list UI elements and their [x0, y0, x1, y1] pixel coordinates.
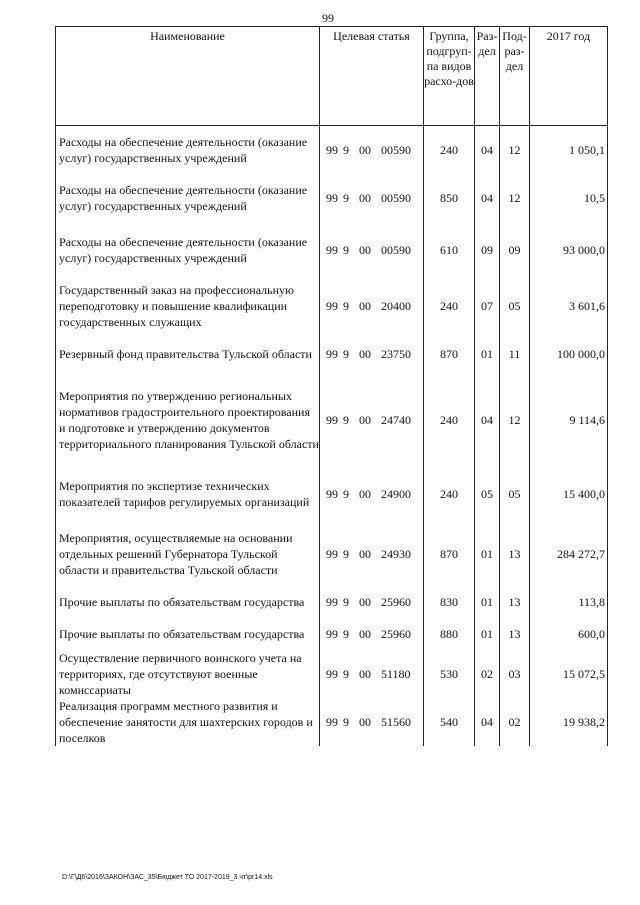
row-group: 240 [424, 126, 475, 174]
code-direction: 00590 [381, 142, 411, 157]
row-group: 240 [424, 466, 475, 522]
row-amount: 113,8 [530, 586, 608, 618]
code-event: 00 [359, 242, 371, 257]
code-direction: 00590 [381, 190, 411, 205]
code-program: 99 [326, 594, 338, 609]
code-subprogram: 9 [343, 714, 349, 729]
row-amount: 600,0 [530, 618, 608, 650]
table-row [56, 618, 608, 650]
table-row [56, 374, 608, 466]
row-name: Государственный заказ на профессиональную переподготовку и повышение квалификации государственных служащих [56, 278, 320, 334]
row-name: Мероприятия по утверждению региональных нормативов градостроительного проектирования и подготовке и утверждению документов территориального планирования Тульской области [56, 374, 320, 466]
table-row [56, 222, 608, 278]
code-subprogram: 9 [343, 626, 349, 641]
row-section: 02 [475, 650, 500, 698]
row-target-code [320, 586, 424, 618]
row-name: Прочие выплаты по обязательствам государства [56, 586, 320, 618]
table-row [56, 522, 608, 586]
row-group: 880 [424, 618, 475, 650]
row-name: Осуществление первичного воинского учета на территориях, где отсутствуют военные комиссариаты [56, 650, 320, 698]
row-amount: 100 000,0 [530, 334, 608, 374]
code-event: 00 [359, 666, 371, 681]
row-target-code [320, 278, 424, 334]
code-program: 99 [326, 298, 338, 313]
code-subprogram: 9 [343, 142, 349, 157]
code-subprogram: 9 [343, 666, 349, 681]
code-direction: 20400 [381, 298, 411, 313]
code-subprogram: 9 [343, 346, 349, 361]
code-subprogram: 9 [343, 546, 349, 561]
table-row [56, 278, 608, 334]
row-subsection: 11 [500, 334, 530, 374]
row-name: Прочие выплаты по обязательствам государства [56, 618, 320, 650]
row-amount: 9 114,6 [530, 374, 608, 466]
row-subsection: 05 [500, 466, 530, 522]
row-section: 07 [475, 278, 500, 334]
row-target-code [320, 374, 424, 466]
row-subsection: 02 [500, 698, 530, 746]
row-name: Расходы на обеспечение деятельности (оказание услуг) государственных учреждений [56, 126, 320, 174]
code-event: 00 [359, 714, 371, 729]
row-group: 610 [424, 222, 475, 278]
code-direction: 51180 [381, 666, 411, 681]
row-section: 04 [475, 698, 500, 746]
header-target-article: Целевая статья [320, 27, 424, 126]
row-subsection: 12 [500, 174, 530, 222]
row-target-code [320, 650, 424, 698]
code-program: 99 [326, 714, 338, 729]
code-direction: 24900 [381, 486, 411, 501]
row-name: Расходы на обеспечение деятельности (оказание услуг) государственных учреждений [56, 174, 320, 222]
row-group: 870 [424, 334, 475, 374]
row-subsection: 09 [500, 222, 530, 278]
code-subprogram: 9 [343, 412, 349, 427]
row-group: 530 [424, 650, 475, 698]
row-subsection: 03 [500, 650, 530, 698]
code-program: 99 [326, 666, 338, 681]
code-program: 99 [326, 190, 338, 205]
code-event: 00 [359, 546, 371, 561]
row-subsection: 05 [500, 278, 530, 334]
header-section: Раз-дел [475, 27, 500, 126]
row-target-code [320, 698, 424, 746]
header-expense-group: Группа, подгруп-па видов расхо-дов [424, 27, 475, 126]
table-row [56, 126, 608, 174]
row-group: 850 [424, 174, 475, 222]
row-group: 240 [424, 278, 475, 334]
row-target-code [320, 126, 424, 174]
code-subprogram: 9 [343, 594, 349, 609]
row-target-code [320, 174, 424, 222]
row-group: 540 [424, 698, 475, 746]
row-section: 01 [475, 522, 500, 586]
row-target-code [320, 334, 424, 374]
table-header-row [56, 27, 608, 126]
header-subsection: Под-раз-дел [500, 27, 530, 126]
header-name: Наименование [56, 27, 320, 126]
code-subprogram: 9 [343, 298, 349, 313]
code-event: 00 [359, 346, 371, 361]
row-target-code [320, 222, 424, 278]
file-path-footer: D:\Г\Д6\2016\ЗАКОН\ЗАС_35\Бюджет ТО 2017-2019_3 чт\pr14.xls [62, 874, 273, 881]
row-target-code [320, 618, 424, 650]
row-target-code [320, 466, 424, 522]
code-program: 99 [326, 486, 338, 501]
row-amount: 1 050,1 [530, 126, 608, 174]
row-section: 05 [475, 466, 500, 522]
row-group: 870 [424, 522, 475, 586]
row-name: Резервный фонд правительства Тульской области [56, 334, 320, 374]
code-subprogram: 9 [343, 486, 349, 501]
code-event: 00 [359, 142, 371, 157]
table-row [56, 334, 608, 374]
table-row [56, 650, 608, 698]
code-direction: 25960 [381, 626, 411, 641]
row-section: 04 [475, 126, 500, 174]
code-program: 99 [326, 242, 338, 257]
row-section: 01 [475, 618, 500, 650]
row-section: 01 [475, 586, 500, 618]
code-subprogram: 9 [343, 242, 349, 257]
code-event: 00 [359, 190, 371, 205]
table-row [56, 698, 608, 746]
row-amount: 15 072,5 [530, 650, 608, 698]
code-direction: 00590 [381, 242, 411, 257]
row-section: 09 [475, 222, 500, 278]
row-group: 830 [424, 586, 475, 618]
row-amount: 93 000,0 [530, 222, 608, 278]
row-amount: 19 938,2 [530, 698, 608, 746]
row-section: 01 [475, 334, 500, 374]
budget-table [55, 26, 608, 746]
row-subsection: 13 [500, 618, 530, 650]
code-event: 00 [359, 298, 371, 313]
table-row [56, 466, 608, 522]
row-section: 04 [475, 174, 500, 222]
header-year: 2017 год [530, 27, 608, 126]
code-program: 99 [326, 142, 338, 157]
row-amount: 3 601,6 [530, 278, 608, 334]
row-subsection: 13 [500, 522, 530, 586]
row-name: Реализация программ местного развития и обеспечение занятости для шахтерских городов и поселков [56, 698, 320, 746]
code-subprogram: 9 [343, 190, 349, 205]
row-group: 240 [424, 374, 475, 466]
code-event: 00 [359, 626, 371, 641]
code-program: 99 [326, 412, 338, 427]
row-amount: 10,5 [530, 174, 608, 222]
code-direction: 24740 [381, 412, 411, 427]
code-direction: 51560 [381, 714, 411, 729]
code-program: 99 [326, 346, 338, 361]
code-program: 99 [326, 546, 338, 561]
code-event: 00 [359, 412, 371, 427]
code-event: 00 [359, 594, 371, 609]
row-amount: 284 272,7 [530, 522, 608, 586]
code-direction: 24930 [381, 546, 411, 561]
row-amount: 15 400,0 [530, 466, 608, 522]
table-row [56, 586, 608, 618]
row-subsection: 13 [500, 586, 530, 618]
row-section: 04 [475, 374, 500, 466]
table-row [56, 174, 608, 222]
row-target-code [320, 522, 424, 586]
page-number: 99 [322, 11, 334, 25]
row-subsection: 12 [500, 126, 530, 174]
code-direction: 25960 [381, 594, 411, 609]
row-name: Расходы на обеспечение деятельности (оказание услуг) государственных учреждений [56, 222, 320, 278]
row-name: Мероприятия, осуществляемые на основании отдельных решений Губернатора Тульской области и правительства Тульской области [56, 522, 320, 586]
row-name: Мероприятия по экспертизе технических показателей тарифов регулируемых организаций [56, 466, 320, 522]
code-direction: 23750 [381, 346, 411, 361]
code-program: 99 [326, 626, 338, 641]
row-subsection: 12 [500, 374, 530, 466]
code-event: 00 [359, 486, 371, 501]
